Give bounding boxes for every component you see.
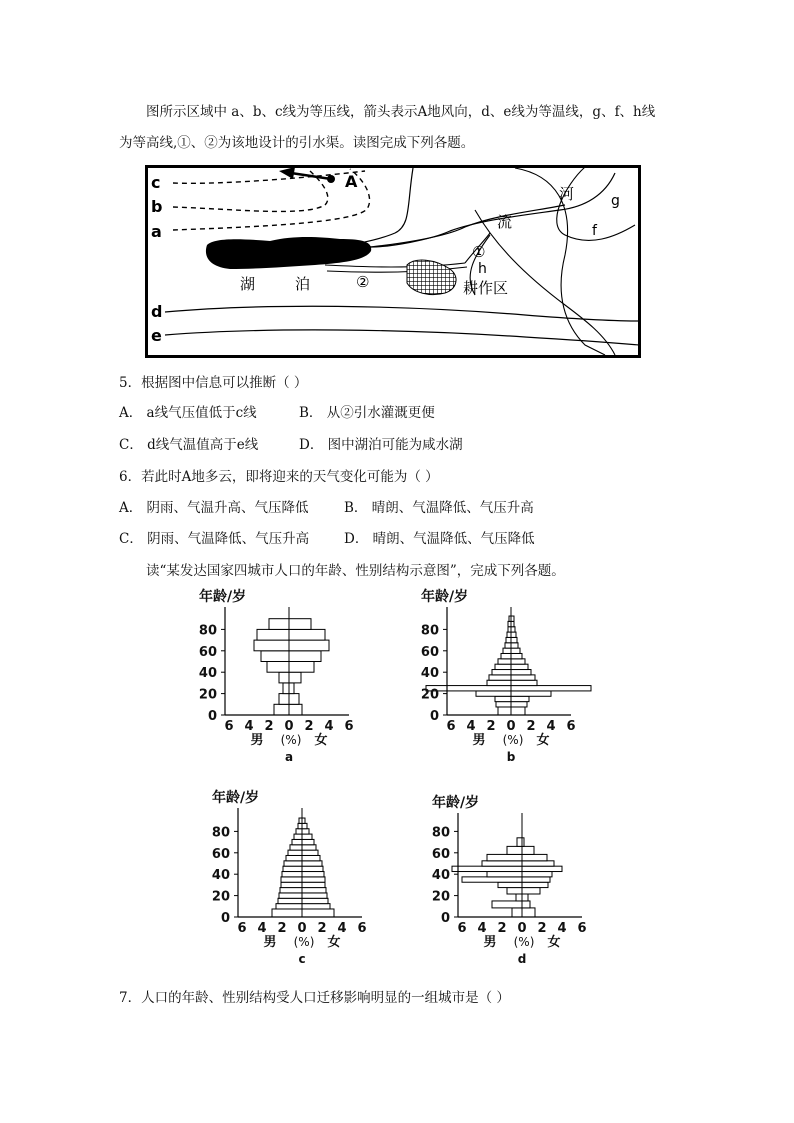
label-c: c	[151, 173, 161, 192]
bar-female	[302, 861, 322, 866]
bar-male	[517, 838, 522, 847]
label-farm: 耕作区	[463, 279, 509, 297]
bar-male	[283, 683, 289, 694]
x-tick-label: 2	[277, 921, 287, 936]
bar-male	[512, 908, 522, 917]
bar-female	[289, 694, 299, 705]
x-tick-label: 2	[317, 921, 327, 936]
chart-letter: b	[506, 750, 516, 764]
y-tick-label: 0	[220, 911, 230, 926]
bar-female	[302, 850, 318, 855]
x-tick-label: 6	[457, 921, 467, 936]
x-tick-label: 6	[224, 719, 234, 734]
bar-female	[511, 702, 527, 707]
label-river-1: 河	[559, 185, 575, 203]
y-tick-label: 20	[211, 889, 230, 905]
y-axis-title: 年龄/岁	[212, 790, 260, 806]
bar-female	[511, 627, 515, 632]
chart-letter: c	[298, 952, 306, 966]
bar-female	[511, 653, 522, 658]
x-tick-label: 6	[446, 719, 456, 734]
bar-female	[511, 691, 551, 696]
bar-female	[302, 893, 327, 898]
bar-female	[289, 704, 302, 715]
bar-female	[302, 829, 309, 834]
bar-male	[487, 680, 511, 685]
bar-male	[462, 877, 522, 882]
bar-female	[302, 866, 323, 871]
bar-female	[302, 882, 325, 887]
bar-male	[498, 882, 522, 887]
y-tick-label: 80	[211, 825, 230, 841]
label-canal-1: ①	[472, 243, 486, 261]
label-lake-1: 湖	[240, 275, 256, 293]
x-tick-label: 2	[497, 921, 507, 936]
label-e: e	[151, 326, 162, 345]
bar-female	[511, 632, 516, 637]
x-tick-label: 2	[537, 921, 547, 936]
intro-line-2: 为等高线,①、②为该地设计的引水渠。读图完成下列各题。	[119, 135, 475, 151]
chart-letter: d	[517, 952, 527, 966]
y-tick-label: 40	[431, 868, 450, 884]
bar-male	[506, 637, 511, 642]
bar-male	[284, 861, 302, 866]
bar-male	[492, 901, 522, 908]
bar-female	[511, 707, 525, 715]
label-g: g	[611, 193, 620, 209]
bar-male	[281, 877, 302, 882]
bar-male	[498, 707, 511, 715]
bar-female	[289, 629, 325, 640]
bar-female	[302, 823, 307, 828]
bar-male	[507, 632, 511, 637]
bar-female	[302, 888, 326, 893]
bar-male	[492, 670, 511, 675]
bar-female	[522, 872, 552, 877]
bar-female	[522, 882, 548, 887]
y-tick-label: 40	[211, 868, 230, 884]
bar-male	[487, 854, 522, 860]
bar-male	[495, 696, 511, 701]
bar-male	[276, 904, 302, 909]
male-label: 男	[483, 935, 497, 950]
bar-female	[511, 675, 535, 680]
bar-female	[511, 686, 591, 691]
x-tick-label: 4	[324, 719, 334, 734]
bar-female	[302, 855, 320, 860]
label-d: d	[151, 302, 163, 321]
y-axis-title: 年龄/岁	[421, 589, 469, 605]
bar-male	[274, 704, 289, 715]
female-label: 女	[327, 935, 341, 950]
x-tick-label: 0	[517, 921, 527, 936]
bar-female	[511, 670, 531, 675]
bar-male	[498, 659, 511, 664]
bar-female	[522, 894, 528, 901]
bar-female	[289, 640, 329, 651]
bar-male	[272, 909, 302, 917]
bar-female	[522, 846, 534, 854]
y-tick-label: 60	[431, 846, 450, 862]
bar-male	[298, 823, 302, 828]
x-tick-label: 4	[466, 719, 476, 734]
bar-female	[511, 696, 529, 701]
bar-female	[289, 672, 301, 683]
bar-male	[278, 898, 302, 903]
q5-option-c: C． d线气温值高于e线	[119, 437, 259, 453]
x-tick-label: 6	[577, 921, 587, 936]
bar-female	[302, 845, 316, 850]
bar-female	[522, 866, 562, 871]
bar-female	[289, 662, 314, 673]
bar-female	[511, 680, 537, 685]
y-tick-label: 0	[207, 709, 217, 724]
bar-female	[302, 909, 334, 917]
q6-option-c: C． 阴雨、气温降低、气压升高	[119, 531, 310, 547]
x-tick-label: 2	[526, 719, 536, 734]
intro-2: 读“某发达国家四城市人口的年龄、性别结构示意图”，完成下列各题。	[146, 563, 565, 579]
bar-male	[501, 653, 511, 658]
bar-female	[302, 872, 324, 877]
bar-male	[296, 829, 302, 834]
bar-female	[511, 664, 528, 669]
bar-male	[452, 866, 522, 871]
label-h: h	[478, 261, 487, 277]
x-tick-label: 6	[566, 719, 576, 734]
x-tick-label: 4	[244, 719, 254, 734]
x-tick-label: 0	[297, 921, 307, 936]
q6-option-b: B． 晴朗、气温降低、气压升高	[344, 500, 534, 516]
bar-male	[495, 664, 511, 669]
label-f: f	[592, 223, 597, 239]
bar-male	[281, 882, 302, 887]
q5-option-b: B． 从②引水灌溉更便	[299, 405, 435, 421]
bar-female	[522, 888, 540, 894]
bar-male	[261, 651, 289, 662]
bar-female	[511, 637, 517, 642]
bar-male	[286, 855, 302, 860]
y-tick-label: 60	[211, 846, 230, 862]
male-label: 男	[250, 733, 264, 748]
y-tick-label: 20	[431, 889, 450, 905]
y-tick-label: 40	[420, 666, 439, 682]
bar-male	[282, 872, 302, 877]
y-axis-title: 年龄/岁	[432, 795, 480, 811]
bar-female	[289, 619, 311, 630]
unit-label: (%)	[293, 935, 315, 949]
male-label: 男	[263, 935, 277, 950]
chart-letter: a	[284, 750, 294, 764]
female-label: 女	[547, 935, 561, 950]
bar-male	[283, 866, 302, 871]
label-river-2: 流	[497, 213, 513, 231]
x-tick-label: 0	[284, 719, 294, 734]
bar-male	[269, 619, 289, 630]
y-tick-label: 60	[198, 644, 217, 660]
bar-male	[290, 845, 302, 850]
bar-female	[522, 901, 530, 908]
x-tick-label: 6	[237, 921, 247, 936]
q6-option-d: D． 晴朗、气温降低、气压降低	[344, 531, 535, 547]
x-tick-label: 2	[264, 719, 274, 734]
q7-stem: 7．人口的年龄、性别结构受人口迁移影响明显的一组城市是（ ）	[119, 990, 510, 1006]
bar-female	[522, 854, 547, 860]
x-tick-label: 6	[357, 921, 367, 936]
bar-male	[279, 893, 302, 898]
bar-male	[288, 850, 302, 855]
bar-male	[267, 662, 289, 673]
q6-stem: 6．若此时A地多云，即将迎来的天气变化可能为（ ）	[119, 469, 439, 485]
bar-female	[511, 643, 518, 648]
x-tick-label: 0	[506, 719, 516, 734]
unit-label: (%)	[502, 733, 524, 747]
y-tick-label: 80	[420, 623, 439, 639]
label-lake-2: 泊	[295, 275, 311, 293]
label-A: A	[345, 172, 358, 191]
q5-option-d: D． 图中湖泊可能为咸水湖	[299, 437, 463, 453]
bar-male	[507, 846, 522, 854]
y-tick-label: 80	[431, 825, 450, 841]
y-tick-label: 20	[420, 687, 439, 703]
female-label: 女	[536, 733, 550, 748]
y-tick-label: 40	[198, 666, 217, 682]
x-tick-label: 4	[477, 921, 487, 936]
y-tick-label: 20	[198, 687, 217, 703]
bar-male	[292, 839, 302, 844]
x-tick-label: 4	[546, 719, 556, 734]
bar-male	[279, 672, 289, 683]
y-tick-label: 60	[420, 644, 439, 660]
bar-female	[522, 877, 550, 882]
bar-male	[516, 894, 522, 901]
intro-line-1: 图所示区域中 a、b、c线为等压线，箭头表示A地风向，d、e线为等温线，g、f、h线	[146, 104, 656, 120]
x-tick-label: 6	[344, 719, 354, 734]
x-tick-label: 2	[304, 719, 314, 734]
bar-female	[289, 651, 321, 662]
bar-male	[257, 629, 289, 640]
q6-option-a: A． 阴雨、气温升高、气压降低	[119, 500, 309, 516]
bar-female	[511, 648, 520, 653]
label-canal-2: ②	[356, 273, 370, 291]
bar-female	[522, 861, 554, 866]
female-label: 女	[314, 733, 328, 748]
bar-female	[302, 898, 328, 903]
label-b: b	[151, 197, 163, 216]
label-a: a	[151, 222, 162, 241]
bar-male	[254, 640, 289, 651]
x-tick-label: 4	[557, 921, 567, 936]
bar-male	[489, 675, 511, 680]
y-tick-label: 0	[440, 911, 450, 926]
unit-label: (%)	[513, 935, 535, 949]
q5-stem: 5．根据图中信息可以推断（ ）	[119, 375, 308, 391]
unit-label: (%)	[280, 733, 302, 747]
bar-male	[294, 834, 302, 839]
bar-female	[522, 908, 535, 917]
bar-female	[302, 839, 314, 844]
y-tick-label: 0	[429, 709, 439, 724]
bar-male	[507, 888, 522, 894]
bar-female	[511, 659, 525, 664]
bar-male	[279, 694, 289, 705]
x-tick-label: 4	[337, 921, 347, 936]
x-tick-label: 4	[257, 921, 267, 936]
bar-male	[505, 643, 511, 648]
bar-male	[496, 702, 511, 707]
q5-option-a: A． a线气压值低于c线	[119, 405, 257, 421]
bar-male	[280, 888, 302, 893]
bar-female	[289, 683, 294, 694]
bar-male	[476, 691, 511, 696]
bar-male	[487, 872, 522, 877]
bar-male	[482, 861, 522, 866]
y-tick-label: 80	[198, 623, 217, 639]
male-label: 男	[472, 733, 486, 748]
y-axis-title: 年龄/岁	[199, 589, 247, 605]
x-tick-label: 2	[486, 719, 496, 734]
bar-female	[302, 904, 330, 909]
bar-female	[302, 834, 312, 839]
bar-male	[503, 648, 511, 653]
bar-female	[302, 877, 325, 882]
